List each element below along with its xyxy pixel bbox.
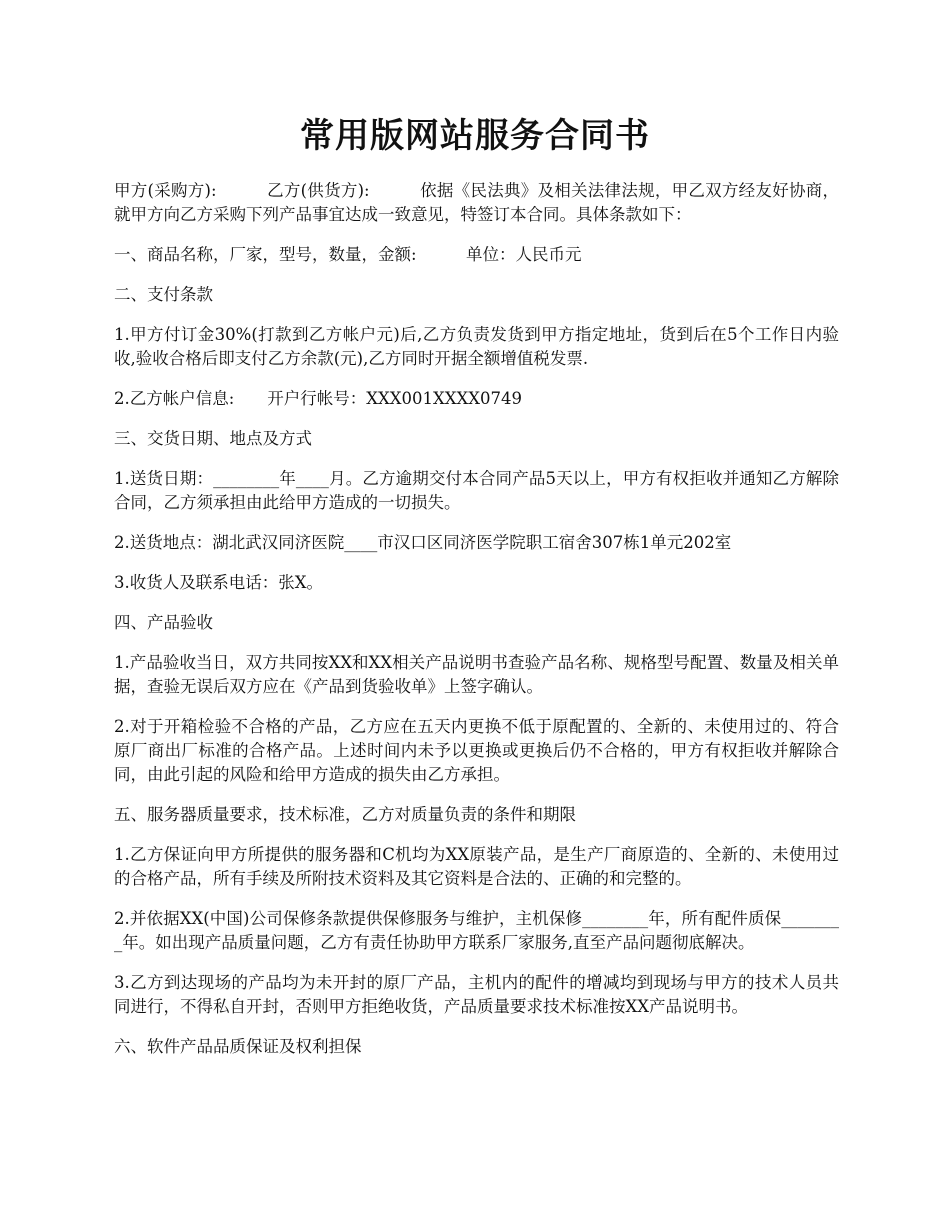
clause-quality-1: 1.乙方保证向甲方所提供的服务器和C机均为XX原装产品，是生产厂商原造的、全新的、未使用过的合格产品，所有手续及所附技术资料及其它资料是合法的、正确的和完整的。	[114, 845, 839, 888]
clause-quality-2: 2.并依据XX(中国)公司保修条款提供保修服务与维护，主机保修________年，所有配件质保________年。如出现产品质量问题，乙方有责任协助甲方联系厂家服务,直至产品问题彻底解决。	[114, 909, 839, 952]
clause-quality-3: 3.乙方到达现场的产品均为未开封的原厂产品，主机内的配件的增减均到现场与甲方的技术人员共同进行，不得私自开封，否则甲方拒绝收货，产品质量要求技术标准按XX产品说明书。	[114, 973, 839, 1016]
clause-payment-1: 1.甲方付订金30%(打款到乙方帐户元)后,乙方负责发货到甲方指定地址，货到后在5个工作日内验收,验收合格后即支付乙方余款(元),乙方同时开据全额增值税发票.	[114, 325, 839, 368]
section-heading-payment: 二、支付条款	[114, 285, 213, 304]
clause-acceptance-1: 1.产品验收当日，双方共同按XX和XX相关产品说明书查验产品名称、规格型号配置、数量及相关单据，查验无误后双方应在《产品到货验收单》上签字确认。	[114, 653, 839, 696]
document-body	[114, 179, 839, 1075]
section-heading-goods: 一、商品名称，厂家，型号，数量，金额: 单位：人民币元	[114, 245, 582, 264]
clause-payment-2: 2.乙方帐户信息: 开户行帐号：XXX001XXXX0749	[114, 389, 523, 408]
section-heading-quality: 五、服务器质量要求，技术标准，乙方对质量负责的条件和期限	[114, 805, 576, 824]
section-heading-acceptance: 四、产品验收	[114, 613, 213, 632]
section-heading-delivery: 三、交货日期、地点及方式	[114, 429, 312, 448]
paragraph-intro: 甲方(采购方): 乙方(供货方): 依据《民法典》及相关法律法规，甲乙双方经友好协商，就甲方向乙方采购下列产品事宜达成一致意见，特签订本合同。具体条款如下：	[114, 181, 839, 224]
clause-delivery-3: 3.收货人及联系电话：张X。	[114, 573, 323, 592]
clause-delivery-2: 2.送货地点：湖北武汉同济医院____市汉口区同济医学院职工宿舍307栋1单元202室	[114, 533, 732, 552]
document-title: 常用版网站服务合同书	[300, 116, 650, 156]
clause-acceptance-2: 2.对于开箱检验不合格的产品，乙方应在五天内更换不低于原配置的、全新的、未使用过的、符合原厂商出厂标准的合格产品。上述时间内未予以更换或更换后仍不合格的，甲方有权拒收并解除合同，由此引起的风险和给甲方造成的损失由乙方承担。	[114, 717, 839, 784]
clause-delivery-1: 1.送货日期：________年____月。乙方逾期交付本合同产品5天以上，甲方有权拒收并通知乙方解除合同，乙方须承担由此给甲方造成的一切损失。	[114, 469, 839, 512]
section-heading-software: 六、软件产品品质保证及权利担保	[114, 1037, 362, 1056]
